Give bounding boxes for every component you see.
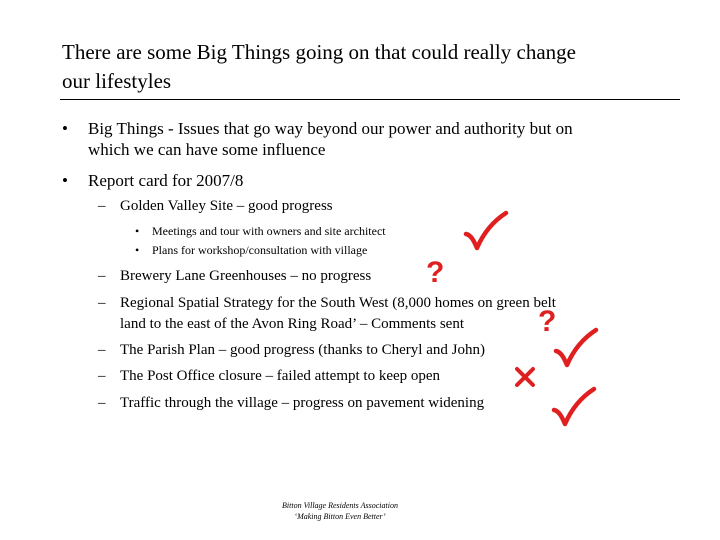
title-line-2: our lifestyles <box>62 69 172 93</box>
title-divider <box>60 99 680 100</box>
item-post-office: The Post Office closure – failed attempt to keep open <box>120 368 441 384</box>
bullet-symbol: • <box>62 171 68 190</box>
check-icon <box>550 384 598 432</box>
dash-symbol: – <box>98 295 106 311</box>
bullet-text-line: which we can have some influence <box>88 140 326 159</box>
item-traffic: Traffic through the village – progress on pavement widening <box>120 395 485 411</box>
subitem-meetings: Meetings and tour with owners and site architect <box>152 224 386 238</box>
item-parish-plan: The Parish Plan – good progress (thanks to Cheryl and John) <box>120 342 485 358</box>
question-icon: ? <box>538 305 557 338</box>
cross-icon <box>514 366 536 388</box>
item-brewery-lane: Brewery Lane Greenhouses – no progress <box>120 268 372 284</box>
sub-bullet-symbol: • <box>135 224 140 238</box>
item-text-line: Regional Spatial Strategy for the South West (8,000 homes on green belt <box>120 295 556 311</box>
subitem-plans: Plans for workshop/consultation with village <box>152 243 368 257</box>
bullet-report-card: Report card for 2007/8 <box>88 171 244 190</box>
dash-symbol: – <box>98 342 106 358</box>
dash-symbol: – <box>98 395 106 411</box>
item-golden-valley: Golden Valley Site – good progress <box>120 198 333 214</box>
dash-symbol: – <box>98 368 106 384</box>
dash-symbol: – <box>98 198 106 214</box>
title-line-1: There are some Big Things going on that could really change <box>62 40 576 64</box>
footer <box>240 500 440 522</box>
footer-slogan: ‘Making Bitton Even Better’ <box>294 512 386 521</box>
bullet-text-line: Big Things - Issues that go way beyond our power and authority but on <box>88 119 573 138</box>
question-icon: ? <box>426 256 445 289</box>
dash-symbol: – <box>98 268 106 284</box>
item-text-line: land to the east of the Avon Ring Road’ – Comments sent <box>120 316 464 332</box>
footer-organisation: Bitton Village Residents Association <box>282 501 398 510</box>
sub-bullet-symbol: • <box>135 243 140 257</box>
slide-title <box>62 38 682 96</box>
bullet-symbol: • <box>62 119 68 138</box>
check-icon <box>552 325 600 373</box>
check-icon <box>462 208 510 256</box>
